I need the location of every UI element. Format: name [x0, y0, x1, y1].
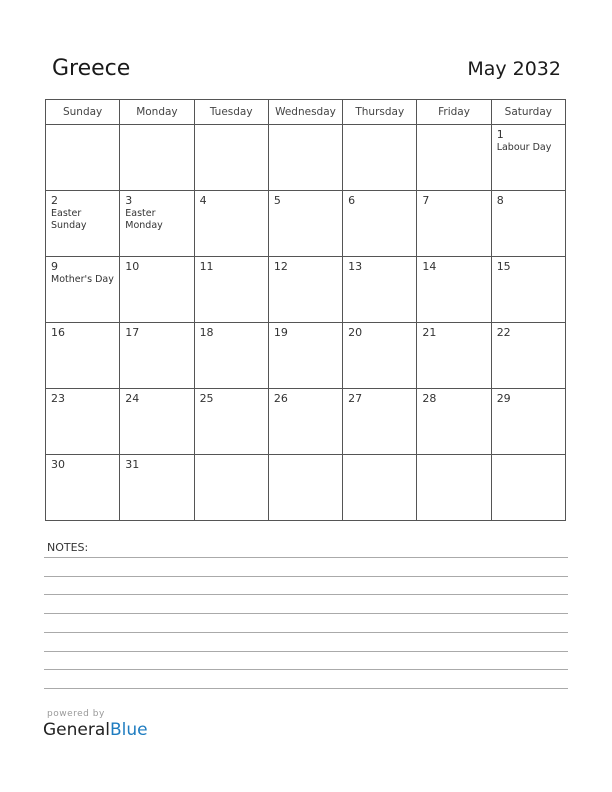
- weekday-header: Wednesday: [268, 100, 342, 125]
- holiday-label: Easter Sunday: [51, 208, 87, 231]
- calendar-body: [46, 125, 566, 521]
- notes-line: [44, 669, 568, 670]
- day-number: 10: [125, 260, 140, 273]
- day-number: 29: [496, 392, 511, 405]
- day-cell: [343, 125, 417, 191]
- day-cell: [46, 389, 120, 455]
- day-cell: [417, 389, 491, 455]
- holiday-label: Easter Monday: [125, 208, 163, 231]
- day-number: 8: [496, 194, 504, 207]
- day-cell: [194, 125, 268, 191]
- day-cell: [46, 323, 120, 389]
- notes-line: [44, 632, 568, 633]
- day-number: 23: [51, 392, 65, 405]
- day-cell: [268, 191, 342, 257]
- powered-by-text: powered by: [47, 709, 105, 719]
- day-cell: [268, 257, 342, 323]
- week-row: [46, 125, 566, 191]
- day-cell: [491, 455, 565, 521]
- day-cell: [417, 257, 491, 323]
- weekday-header-row: [46, 100, 566, 125]
- notes-line: [44, 613, 568, 614]
- day-cell: [46, 455, 120, 521]
- day-number: 15: [496, 260, 511, 273]
- day-cell: [343, 323, 417, 389]
- country-title: Greece: [52, 56, 131, 81]
- day-cell: [268, 125, 342, 191]
- day-cell: [417, 323, 491, 389]
- notes-line: [44, 594, 568, 595]
- weekday-header: Tuesday: [194, 100, 268, 125]
- day-cell: [417, 191, 491, 257]
- day-cell: [343, 257, 417, 323]
- week-row: [46, 323, 566, 389]
- day-number: 14: [422, 260, 437, 273]
- day-number: 30: [51, 458, 65, 471]
- month-year-title: May 2032: [467, 58, 561, 80]
- day-number: 7: [422, 194, 430, 207]
- day-number: 26: [273, 392, 288, 405]
- weekday-header: Saturday: [491, 100, 565, 125]
- calendar-grid: [45, 99, 566, 521]
- day-cell: [343, 455, 417, 521]
- day-number: 3: [125, 194, 133, 207]
- day-cell: [194, 191, 268, 257]
- weekday-header: Monday: [120, 100, 194, 125]
- day-number: 31: [125, 458, 140, 471]
- day-number: 25: [199, 392, 214, 405]
- day-cell: [268, 323, 342, 389]
- day-cell: [194, 323, 268, 389]
- notes-line: [44, 651, 568, 652]
- day-cell: [194, 257, 268, 323]
- day-cell: [491, 257, 565, 323]
- day-number: 17: [125, 326, 140, 339]
- day-cell: [120, 257, 194, 323]
- day-number: 19: [273, 326, 288, 339]
- day-number: 22: [496, 326, 511, 339]
- day-cell: [491, 125, 565, 191]
- day-cell: [417, 455, 491, 521]
- day-cell: [120, 389, 194, 455]
- notes-line: [44, 688, 568, 689]
- weekday-header: Sunday: [46, 100, 120, 125]
- weekday-header: Thursday: [343, 100, 417, 125]
- brand-blue: Blue: [110, 720, 148, 740]
- day-number: 27: [348, 392, 363, 405]
- day-cell: [46, 125, 120, 191]
- day-cell: [491, 389, 565, 455]
- day-number: 20: [348, 326, 363, 339]
- day-number: 28: [422, 392, 437, 405]
- day-number: 9: [51, 260, 58, 273]
- brand-logo: [43, 720, 148, 740]
- day-cell: [343, 191, 417, 257]
- day-number: 16: [51, 326, 65, 339]
- day-cell: [46, 257, 120, 323]
- day-cell: [46, 191, 120, 257]
- day-number: 13: [348, 260, 363, 273]
- holiday-label: Labour Day: [496, 142, 552, 153]
- day-cell: [491, 323, 565, 389]
- day-cell: [194, 389, 268, 455]
- day-number: 21: [422, 326, 437, 339]
- brand-general: General: [43, 720, 110, 740]
- day-cell: [120, 323, 194, 389]
- week-row: [46, 455, 566, 521]
- day-cell: [268, 455, 342, 521]
- day-number: 4: [199, 194, 207, 207]
- day-number: 12: [273, 260, 288, 273]
- day-number: 24: [125, 392, 140, 405]
- day-number: 2: [51, 194, 58, 207]
- day-cell: [417, 125, 491, 191]
- weekday-header: Friday: [417, 100, 491, 125]
- day-number: 11: [199, 260, 214, 273]
- week-row: [46, 191, 566, 257]
- day-cell: [120, 191, 194, 257]
- day-number: 1: [496, 128, 504, 141]
- week-row: [46, 389, 566, 455]
- notes-line: [44, 576, 568, 577]
- day-cell: [120, 125, 194, 191]
- day-number: 6: [348, 194, 356, 207]
- day-cell: [343, 389, 417, 455]
- day-cell: [491, 191, 565, 257]
- day-cell: [120, 455, 194, 521]
- holiday-label: Mother's Day: [51, 274, 114, 285]
- day-number: 18: [199, 326, 214, 339]
- day-number: 5: [273, 194, 281, 207]
- notes-label: NOTES:: [47, 541, 89, 554]
- day-cell: [194, 455, 268, 521]
- day-cell: [268, 389, 342, 455]
- week-row: [46, 257, 566, 323]
- notes-line: [44, 557, 568, 558]
